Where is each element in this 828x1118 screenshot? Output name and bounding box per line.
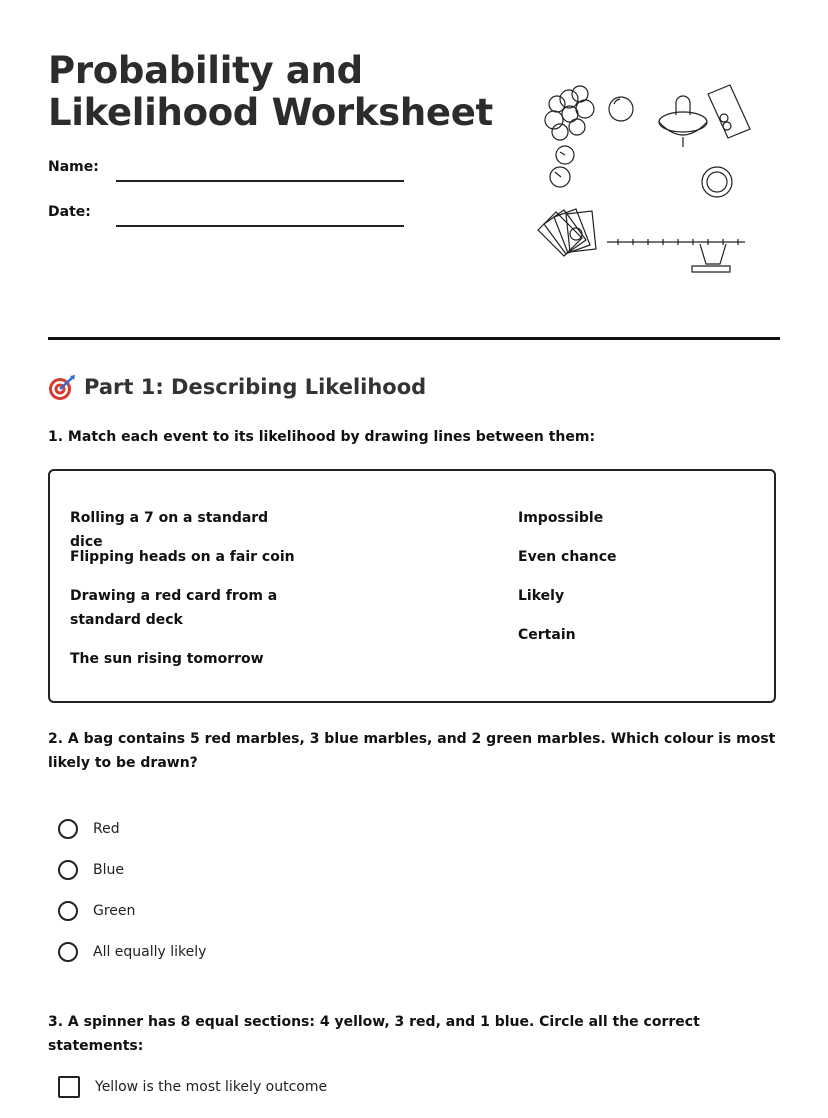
statement-yellow-most-likely[interactable] <box>58 1075 327 1099</box>
option-label: Blue <box>93 862 124 878</box>
name-field[interactable] <box>116 180 404 182</box>
part-1-heading-text: Part 1: Describing Likelihood <box>84 375 427 399</box>
marbles-icon <box>545 86 633 187</box>
likelihood-item[interactable]: Certain <box>518 627 576 643</box>
date-label: Date: <box>48 204 91 220</box>
radio-button[interactable] <box>58 942 78 962</box>
coin-icon <box>702 167 732 197</box>
option-label: Green <box>93 903 136 919</box>
title-line-1: Probability and <box>48 49 363 92</box>
event-item[interactable]: Flipping heads on a fair coin <box>70 549 295 565</box>
option-label: Yellow is the most likely outcome <box>95 1079 328 1095</box>
spinning-top-icon <box>659 96 707 147</box>
matching-box <box>48 469 776 703</box>
question-3-prompt: 3. A spinner has 8 equal sections: 4 yellow, 3 red, and 1 blue. Circle all the correct statements: <box>48 1014 700 1054</box>
page-title <box>48 50 493 134</box>
radio-button[interactable] <box>58 860 78 880</box>
question-2-prompt: 2. A bag contains 5 red marbles, 3 blue marbles, and 2 green marbles. Which colour is most likely to be drawn? <box>48 731 776 771</box>
option-red[interactable] <box>58 817 120 841</box>
radio-button[interactable] <box>58 901 78 921</box>
balance-scale-icon <box>607 239 745 272</box>
option-blue[interactable] <box>58 858 124 882</box>
date-field[interactable] <box>116 225 404 227</box>
checkbox[interactable] <box>58 1076 80 1098</box>
playing-card-icon <box>708 85 750 138</box>
likelihood-item[interactable]: Impossible <box>518 510 604 526</box>
part-1-heading <box>48 373 426 401</box>
option-label: Red <box>93 821 120 837</box>
header-divider <box>48 337 780 340</box>
option-label: All equally likely <box>93 944 207 960</box>
dart-target-icon <box>48 373 76 401</box>
option-green[interactable] <box>58 899 135 923</box>
event-item[interactable]: Rolling a 7 on a standard dice <box>70 510 269 550</box>
question-1-prompt: 1. Match each event to its likelihood by drawing lines between them: <box>48 429 596 445</box>
probability-illustration <box>530 82 760 282</box>
title-line-2: Likelihood Worksheet <box>48 91 493 134</box>
event-item[interactable]: Drawing a red card from a standard deck <box>70 588 278 628</box>
event-item[interactable]: The sun rising tomorrow <box>70 651 264 667</box>
card-fan-icon <box>538 209 596 256</box>
radio-button[interactable] <box>58 819 78 839</box>
likelihood-item[interactable]: Even chance <box>518 549 617 565</box>
option-all-equal[interactable] <box>58 940 206 964</box>
name-label: Name: <box>48 159 99 175</box>
likelihood-item[interactable]: Likely <box>518 588 565 604</box>
